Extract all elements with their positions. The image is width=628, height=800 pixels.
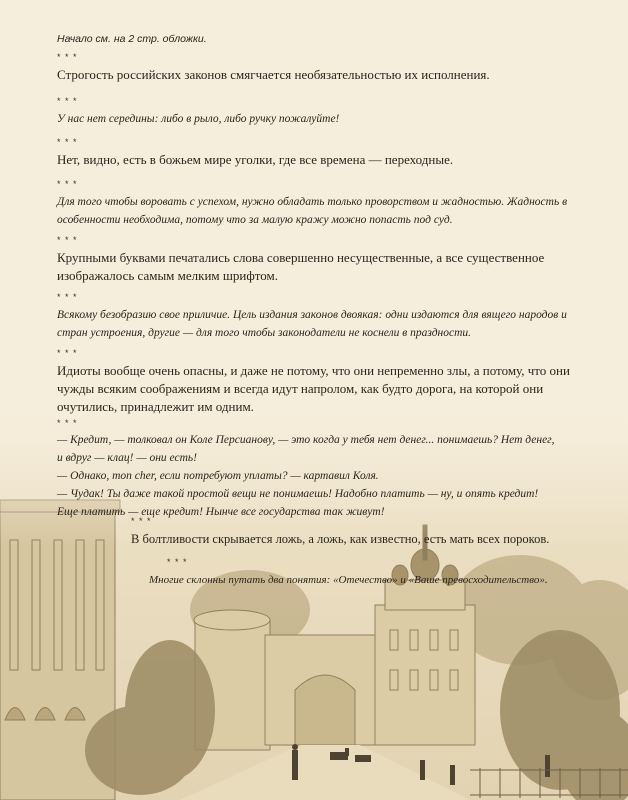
separator: * * *: [167, 557, 188, 567]
quote-block: [57, 52, 577, 84]
dialogue-text: [57, 431, 577, 521]
quote-text: Для того чтобы воровать с успехом, нужно обладать только проворством и жадностью. Жадность в особенности необходима, потому что за малую кражу можно попасть под суд.: [57, 196, 568, 226]
separator: * * *: [57, 292, 78, 302]
quote-block: [57, 348, 577, 416]
quote-text: Крупными буквами печатались слова совершенно несущественные, а все существенное изображалось самым мелким шрифтом.: [57, 250, 545, 283]
quote-block: [57, 292, 577, 342]
separator: * * *: [57, 418, 78, 428]
dialogue-line: и вдруг — клац! — они есть!: [57, 452, 197, 464]
quote-text: В болтливости скрывается ложь, а ложь, как известно, есть мать всех пороков.: [131, 532, 550, 546]
dialogue-line: — Однако, mon cher, если потребуют уплаты? — картавил Коля.: [57, 470, 379, 482]
dialogue-line: Еще платить — еще кредит! Нынче все государства так живут!: [57, 506, 385, 518]
dialogue-line: — Чудак! Ты даже такой простой вещи не понимаешь! Надобно платить — ну, и опять кредит!: [57, 488, 539, 500]
quote-text: Многие склонны путать два понятия: «Отечество» и «Ваше превосходительство».: [149, 574, 548, 586]
separator: * * *: [57, 348, 78, 358]
separator: * * *: [57, 137, 78, 147]
separator: * * *: [57, 179, 78, 189]
continuation-note: Начало см. на 2 стр. обложки.: [57, 33, 207, 45]
separator: * * *: [57, 96, 78, 106]
quote-text: Строгость российских законов смягчается необязательностью их исполнения.: [57, 67, 490, 82]
quote-text: Нет, видно, есть в божьем мире уголки, где все времена — переходные.: [57, 152, 454, 167]
quote-text: Идиоты вообще очень опасны, и даже не потому, что они непременно злы, а потому, что они чужды всяким соображениям и всегда идут напролом, как будто дорога, на которой они очутились, принадлежит им одним.: [57, 363, 570, 414]
separator: * * *: [57, 52, 78, 62]
separator: * * *: [57, 235, 78, 245]
quote-block: [149, 557, 619, 589]
quote-text: Всякому безобразию свое приличие. Цель издания законов двоякая: одни издаются для вящего народов и стран устроения, другие — для того чтобы законодатели не коснели в праздности.: [57, 309, 567, 339]
quote-block: [57, 235, 577, 285]
quote-text: У нас нет середины: либо в рыло, либо ручку пожалуйте!: [57, 113, 340, 125]
dialogue-block: [57, 418, 577, 521]
separator: * * *: [131, 516, 152, 526]
quote-block: [57, 96, 577, 128]
quote-block: [57, 179, 577, 229]
quote-block: [57, 137, 577, 169]
dialogue-line: — Кредит, — толковал он Коле Персианову, — это когда у тебя нет денег... понимаешь? Нет денег,: [57, 434, 555, 446]
quote-block: [131, 516, 591, 548]
